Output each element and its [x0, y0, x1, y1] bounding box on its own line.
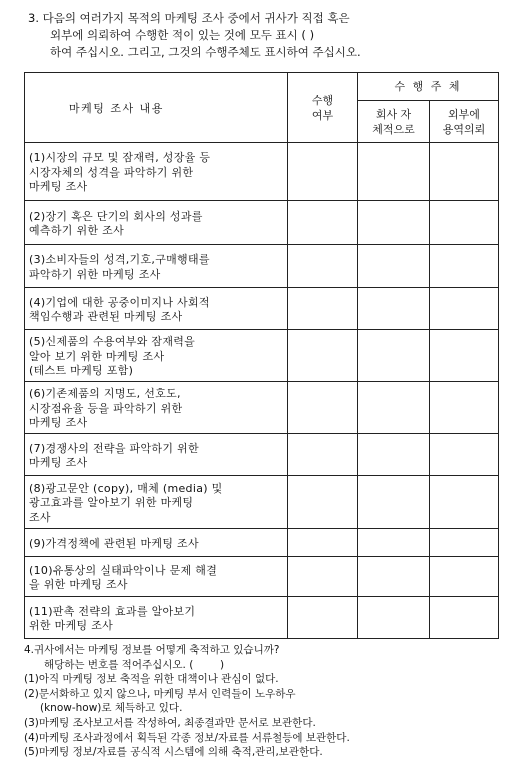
internal-checkbox-cell[interactable] — [358, 529, 430, 557]
internal-checkbox-cell[interactable] — [358, 245, 430, 288]
table-row — [25, 382, 499, 434]
question-4-option-5: (5)마케팅 정보/자료를 공식적 시스템에 의해 축적,관리,보관한다. — [24, 746, 323, 759]
table-row — [25, 330, 499, 382]
internal-checkbox-cell[interactable] — [358, 382, 430, 434]
internal-checkbox-cell[interactable] — [358, 557, 430, 597]
question-4-option-4: (4)마케팅 조사과정에서 획득된 각종 정보/자료를 서류철등에 보관한다. — [24, 731, 350, 744]
external-checkbox-cell[interactable] — [430, 330, 499, 382]
question-4-option-2-cont: (know-how)로 체득하고 있다. — [40, 702, 183, 715]
row-content: (9)가격정책에 관련된 마케팅 조사 — [25, 529, 288, 557]
done-checkbox-cell[interactable] — [288, 288, 358, 330]
row-content: (2)장기 혹은 단기의 회사의 성과를 예측하기 위한 조사 — [25, 201, 288, 245]
external-checkbox-cell[interactable] — [430, 143, 499, 201]
external-checkbox-cell[interactable] — [430, 476, 499, 529]
internal-checkbox-cell[interactable] — [358, 288, 430, 330]
done-checkbox-cell[interactable] — [288, 529, 358, 557]
table-row — [25, 245, 499, 288]
external-checkbox-cell[interactable] — [430, 434, 499, 476]
question-3-line-1: 3. 다음의 여러가지 목적의 마케팅 조사 중에서 귀사가 직접 혹은 — [28, 11, 350, 25]
question-4-title: 4.귀사에서는 마케팅 정보를 어떻게 축적하고 있습니까? — [24, 644, 280, 656]
internal-checkbox-cell[interactable] — [358, 434, 430, 476]
row-content: (4)기업에 대한 공중이미지나 사회적 책임수행과 관련된 마케팅 조사 — [25, 288, 288, 330]
row-content: (1)시장의 규모 및 잠재력, 성장율 등 시장자체의 성격을 파악하기 위한 마케팅 조사 — [25, 143, 288, 201]
done-checkbox-cell[interactable] — [288, 557, 358, 597]
table-row — [25, 597, 499, 639]
table-row — [25, 476, 499, 529]
done-checkbox-cell[interactable] — [288, 245, 358, 288]
internal-checkbox-cell[interactable] — [358, 143, 430, 201]
internal-checkbox-cell[interactable] — [358, 597, 430, 639]
question-3-line-3: 하여 주십시오. 그리고, 그것의 수행주체도 표시하여 주십시오. — [50, 45, 361, 59]
external-checkbox-cell[interactable] — [430, 245, 499, 288]
table-row — [25, 201, 499, 245]
question-4-option-1: (1)아직 마케팅 정보 축적을 위한 대책이나 관심이 없다. — [24, 673, 279, 686]
done-checkbox-cell[interactable] — [288, 476, 358, 529]
done-checkbox-cell[interactable] — [288, 382, 358, 434]
done-checkbox-cell[interactable] — [288, 434, 358, 476]
external-checkbox-cell[interactable] — [430, 557, 499, 597]
row-content: (11)판촉 전략의 효과를 알아보기 위한 마케팅 조사 — [25, 597, 288, 639]
internal-checkbox-cell[interactable] — [358, 476, 430, 529]
table-row — [25, 434, 499, 476]
row-content: (8)광고문안 (copy), 매체 (media) 및 광고효과를 알아보기 위한 마케팅 조사 — [25, 476, 288, 529]
question-4-option-3: (3)마케팅 조사보고서를 작성하여, 최종결과만 문서로 보관한다. — [24, 716, 316, 729]
question-4-option-2: (2)문서화하고 있지 않으나, 마케팅 부서 인력들이 노우하우 — [24, 687, 296, 700]
row-content: (5)신제품의 수용여부와 잠재력을 알아 보기 위한 마케팅 조사 (테스트 마케팅 포함) — [25, 330, 288, 382]
row-content: (6)기존제품의 지명도, 선호도, 시장점유율 등을 파악하기 위한 마케팅 조사 — [25, 382, 288, 434]
internal-checkbox-cell[interactable] — [358, 201, 430, 245]
row-content: (3)소비자들의 성격,기호,구매행태를 파악하기 위한 마케팅 조사 — [25, 245, 288, 288]
done-checkbox-cell[interactable] — [288, 330, 358, 382]
question-3 — [28, 10, 498, 61]
row-content: (7)경쟁사의 전략을 파악하기 위한 마케팅 조사 — [25, 434, 288, 476]
question-3-line-2: 외부에 의뢰하여 수행한 적이 있는 것에 모두 표시 ( ) — [50, 28, 315, 42]
done-checkbox-cell[interactable] — [288, 597, 358, 639]
external-checkbox-cell[interactable] — [430, 201, 499, 245]
question-4-instruction: 해당하는 번호를 적어주십시오. ( ) — [44, 658, 225, 671]
internal-checkbox-cell[interactable] — [358, 330, 430, 382]
research-table — [24, 72, 499, 639]
header-external: 외부에 용역의뢰 — [430, 101, 499, 143]
table-row — [25, 529, 499, 557]
external-checkbox-cell[interactable] — [430, 382, 499, 434]
row-content: (10)유통상의 실태파악이나 문제 해결 을 위한 마케팅 조사 — [25, 557, 288, 597]
header-done: 수행 여부 — [288, 73, 358, 143]
header-content: 마케팅 조사 내용 — [25, 73, 288, 143]
table-row — [25, 143, 499, 201]
header-internal: 회사 자 체적으로 — [358, 101, 430, 143]
external-checkbox-cell[interactable] — [430, 597, 499, 639]
external-checkbox-cell[interactable] — [430, 529, 499, 557]
external-checkbox-cell[interactable] — [430, 288, 499, 330]
table-row — [25, 557, 499, 597]
question-4 — [24, 643, 504, 760]
done-checkbox-cell[interactable] — [288, 143, 358, 201]
header-performer: 수 행 주 체 — [358, 73, 499, 101]
table-row — [25, 288, 499, 330]
done-checkbox-cell[interactable] — [288, 201, 358, 245]
